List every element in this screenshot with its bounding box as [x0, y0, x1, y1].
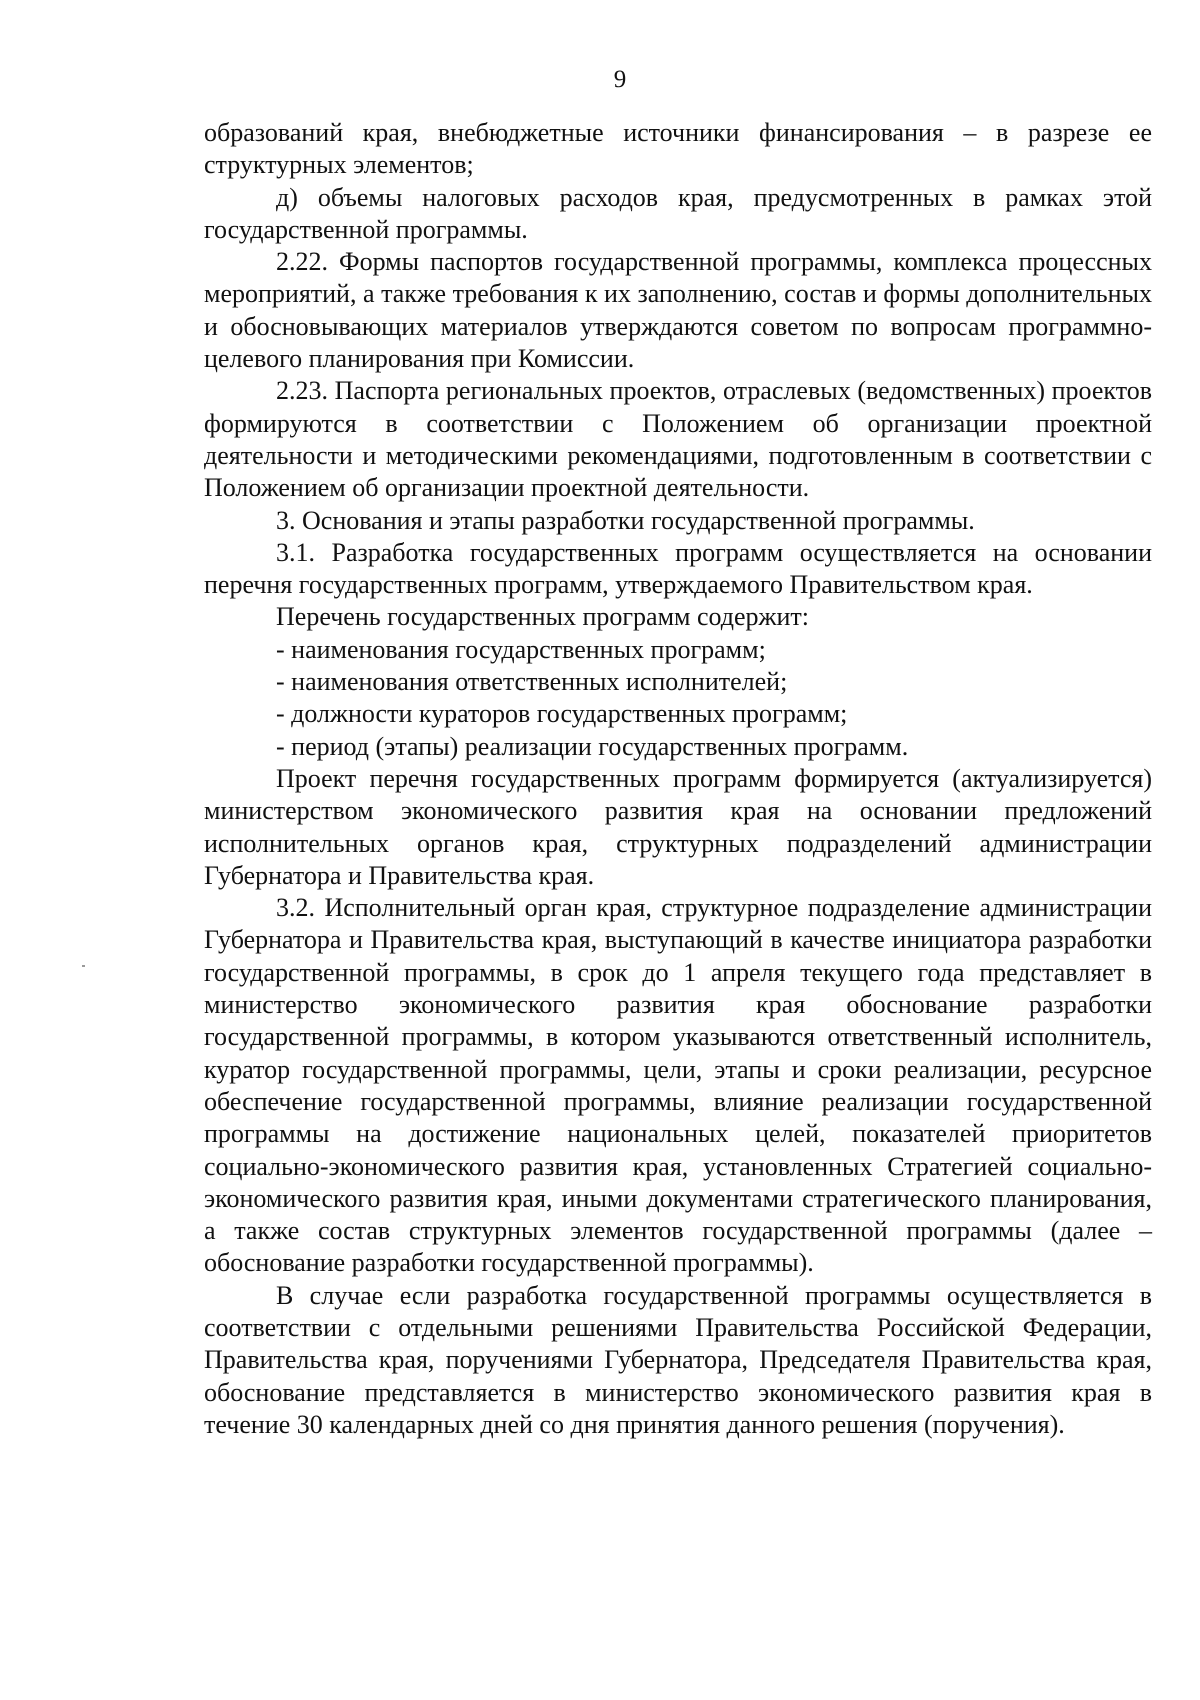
list-item-program-names: - наименования государственных программ;	[276, 634, 766, 664]
document-body	[204, 117, 1152, 1441]
list-item-periods: - период (этапы) реализации государственных программ.	[276, 731, 909, 761]
paragraph-tax-expenditures: д) объемы налоговых расходов края, предусмотренных в рамках этой государственной программы.	[204, 182, 1152, 244]
list-item-executors: - наименования ответственных исполнителей;	[276, 667, 788, 697]
section-heading-3: 3. Основания и этапы разработки государственной программы.	[276, 505, 975, 535]
list-intro: Перечень государственных программ содержит:	[276, 602, 809, 632]
scan-speck	[82, 965, 85, 967]
paragraph-separate-decisions: В случае если разработка государственной программы осуществляется в соответствии с отдельными решениями Правительства Российской Федерации, Правительства края, поручениями Губернатора, Председателя Правительства края, обоснование представляется в министерство экономического развития края в течение 30 календарных дней со дня принятия данного решения (поручения).	[204, 1280, 1152, 1439]
page-number: 9	[613, 66, 627, 93]
paragraph-2-22: 2.22. Формы паспортов государственной программы, комплекса процессных мероприятий, а также требования к их заполнению, состав и формы дополнительных и обосновывающих материалов утверждаются советом по вопросам программно-целевого планирования при Комиссии.	[204, 247, 1152, 374]
paragraph-3-2: 3.2. Исполнительный орган края, структурное подразделение администрации Губернатора и Правительства края, выступающий в качестве инициатора разработки государственной программы, в срок до 1 апреля текущего года представляет в министерство экономического развития края обоснование разработки государственной программы, в котором указываются ответственный исполнитель, куратор государственной программы, цели, этапы и сроки реализации, ресурсное обеспечение государственной программы, влияние реализации государственной программы на достижение национальных целей, показателей приоритетов социально-экономического развития края, установленных Стратегией социально-экономического развития края, иными документами стратегического планирования, а также состав структурных элементов государственной программы (далее – обоснование разработки государственной программы).	[204, 893, 1152, 1278]
paragraph-3-1: 3.1. Разработка государственных программ осуществляется на основании перечня государственных программ, утверждаемого Правительством края.	[204, 537, 1152, 600]
paragraph-2-23: 2.23. Паспорта региональных проектов, отраслевых (ведомственных) проектов формируются в соответствии с Положением об организации проектной деятельности и методическими рекомендациями, подготовленным в соответствии с Положением об организации проектной деятельности.	[204, 376, 1152, 503]
list-item-curators: - должности кураторов государственных программ;	[276, 699, 848, 729]
paragraph-list-draft: Проект перечня государственных программ формируется (актуализируется) министерством экономического развития края на основании предложений исполнительных органов края, структурных подразделений администрации Губернатора и Правительства края.	[204, 763, 1152, 890]
paragraph-funding-sources-continuation: образований края, внебюджетные источники финансирования – в разрезе ее структурных элементов;	[204, 118, 1152, 180]
